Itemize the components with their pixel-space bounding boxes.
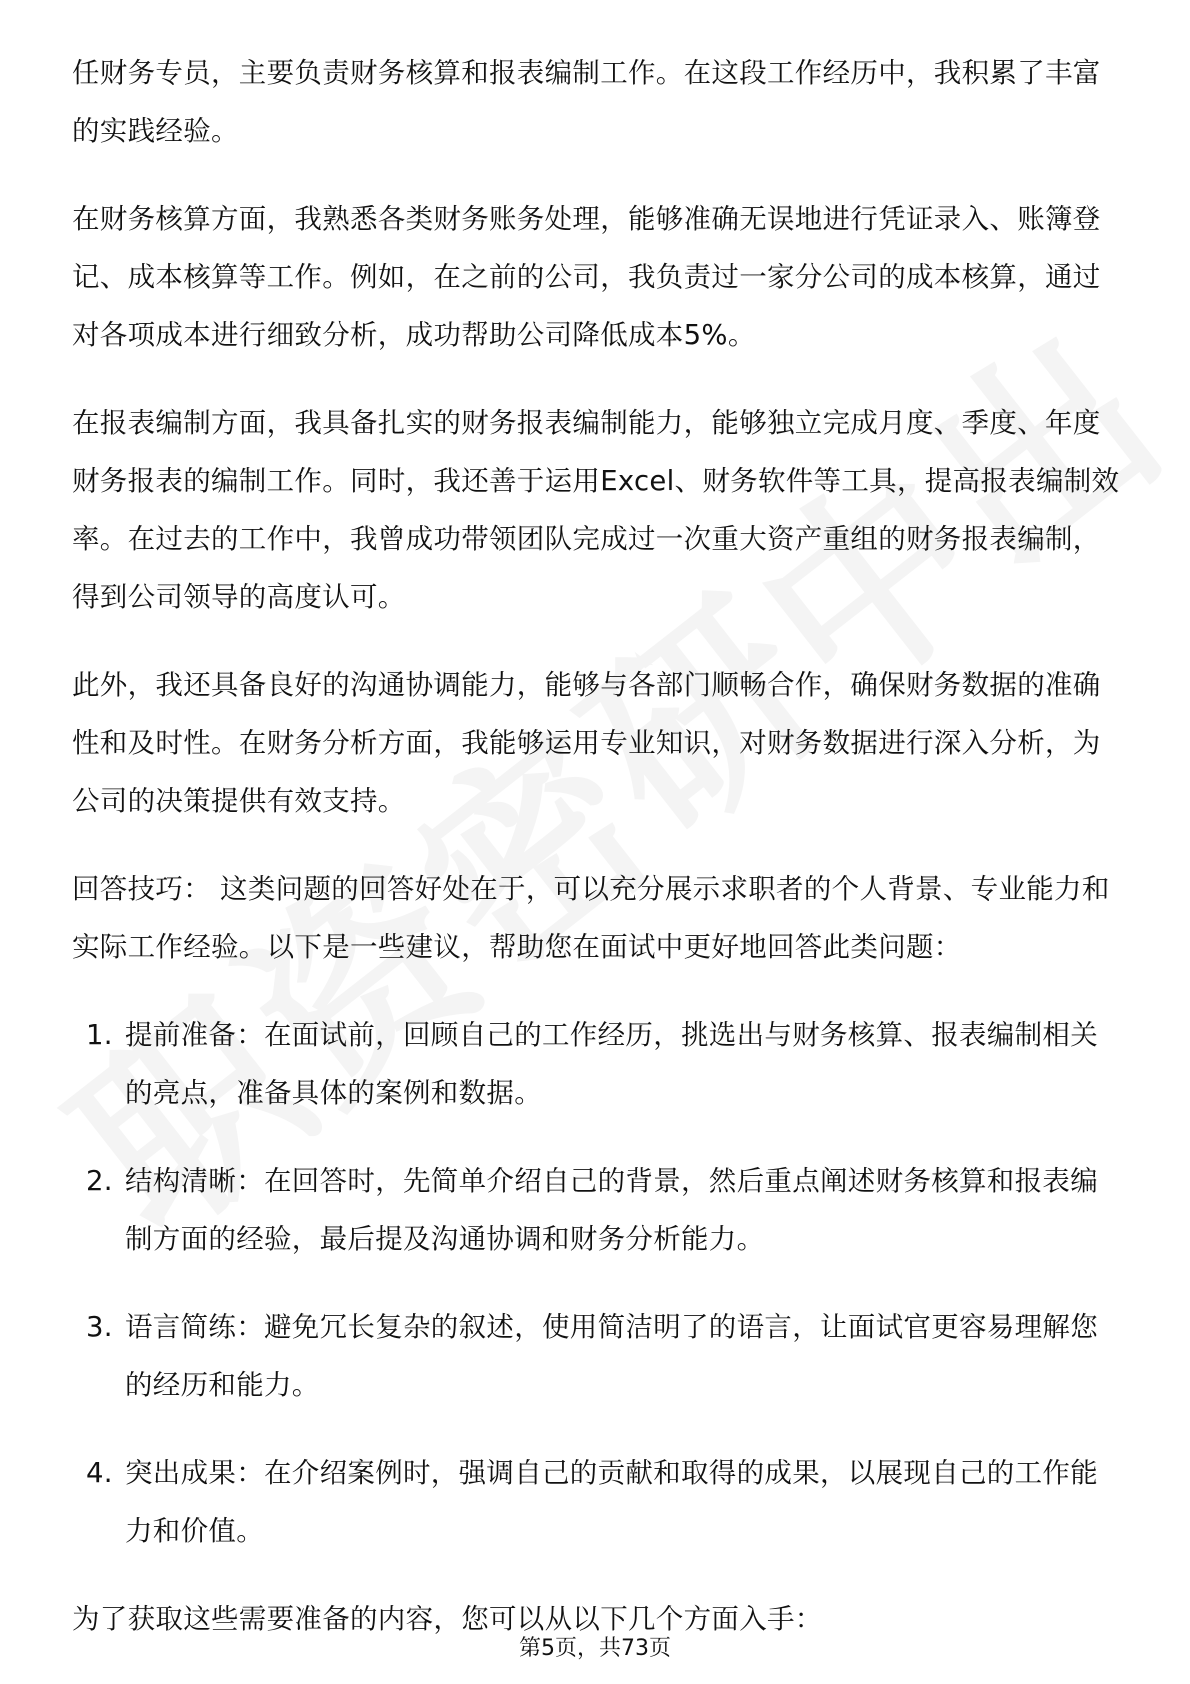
list-item-text: 提前准备：在面试前，回顾自己的工作经历，挑选出与财务核算、报表编制相关的亮点，准备具体的案例和数据。: [125, 1019, 1098, 1109]
document-body: [72, 44, 1122, 1678]
list-item-text: 突出成果：在介绍案例时，强调自己的贡献和取得的成果，以展现自己的工作能力和价值。: [125, 1457, 1098, 1547]
list-item-number: 3.: [86, 1311, 113, 1343]
paragraph-reporting: 在报表编制方面，我具备扎实的财务报表编制能力，能够独立完成月度、季度、年度财务报表的编制工作。同时，我还善于运用Excel、财务软件等工具，提高报表编制效率。在过去的工作中，我曾成功带领团队完成过一次重大资产重组的财务报表编制，得到公司领导的高度认可。: [72, 407, 1120, 613]
list-item: [72, 1006, 1122, 1122]
list-item-text: 语言简练：避免冗长复杂的叙述，使用简洁明了的语言，让面试官更容易理解您的经历和能力。: [125, 1311, 1098, 1401]
list-item: [72, 1152, 1122, 1268]
list-item: [72, 1298, 1122, 1414]
paragraph-communication: 此外，我还具备良好的沟通协调能力，能够与各部门顺畅合作，确保财务数据的准确性和及时性。在财务分析方面，我能够运用专业知识，对财务数据进行深入分析，为公司的决策提供有效支持。: [72, 669, 1101, 817]
paragraph-intro: 任财务专员，主要负责财务核算和报表编制工作。在这段工作经历中，我积累了丰富的实践经验。: [72, 57, 1101, 147]
list-item-number: 1.: [86, 1019, 113, 1051]
list-item-text: 结构清晰：在回答时，先简单介绍自己的背景，然后重点阐述财务核算和报表编制方面的经验，最后提及沟通协调和财务分析能力。: [125, 1165, 1098, 1255]
page-footer: 第5页，共73页: [519, 1636, 671, 1661]
paragraph-answer-tips: 回答技巧： 这类问题的回答好处在于，可以充分展示求职者的个人背景、专业能力和实际工作经验。以下是一些建议，帮助您在面试中更好地回答此类问题：: [72, 873, 1110, 963]
list-item-number: 4.: [86, 1457, 113, 1489]
list-item: [72, 1444, 1122, 1560]
paragraph-accounting: 在财务核算方面，我熟悉各类财务账务处理，能够准确无误地进行凭证录入、账簿登记、成本核算等工作。例如，在之前的公司，我负责过一家分公司的成本核算，通过对各项成本进行细致分析，成功帮助公司降低成本5%。: [72, 203, 1101, 351]
list-item-number: 2.: [86, 1165, 113, 1197]
paragraph-closing: 为了获取这些需要准备的内容，您可以从以下几个方面入手：: [72, 1603, 823, 1635]
tips-list: [72, 1006, 1122, 1560]
